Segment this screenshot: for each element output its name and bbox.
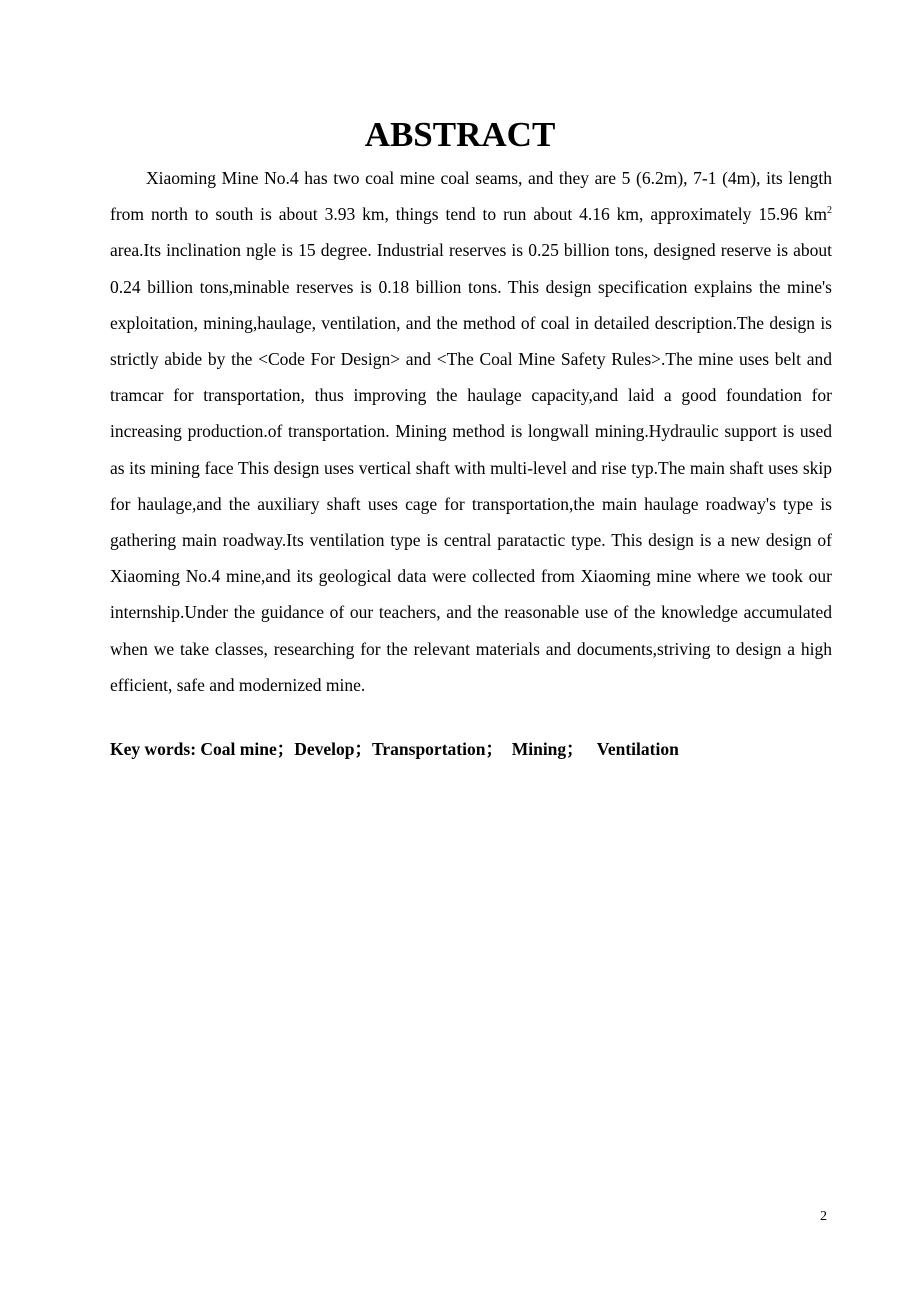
- keyword-item: Develop: [294, 739, 355, 759]
- keyword-separator: ；: [354, 739, 373, 759]
- keyword-item: Transportation: [372, 739, 486, 759]
- abstract-title: ABSTRACT: [364, 115, 556, 154]
- keyword-item: Coal mine: [200, 739, 277, 759]
- keyword-item: Mining: [511, 739, 567, 759]
- abstract-text-part-1: Xiaoming Mine No.4 has two coal mine coal seams, and they are 5 (6.2m), 7-1 (4m), its length from north to south is about 3.93 km, things tend to run about 4.16 km, approximately 15.96 km: [110, 168, 832, 225]
- keyword-item: Ventilation: [596, 739, 679, 759]
- keywords-label: Key words:: [110, 739, 201, 759]
- superscript-2: 2: [827, 205, 832, 217]
- keyword-separator: ；: [276, 739, 295, 759]
- page-number: 2: [820, 1209, 827, 1224]
- keywords-line: [110, 736, 679, 762]
- abstract-paragraph: [110, 160, 832, 703]
- keyword-separator: ；: [566, 739, 584, 759]
- keyword-separator: ；: [485, 739, 503, 759]
- abstract-text-part-2: area.Its inclination ngle is 15 degree. Industrial reserves is 0.25 billion tons, designed reserve is about 0.24 billion tons,minable reserves is 0.18 billion tons. This design specification explains the mine's exploitation, mining,haulage, ventilation, and the method of coal in detailed description.The design is strictly abide by the <Code For Design> and <The Coal Mine Safety Rules>.The mine uses belt and tramcar for transportation, thus improving the haulage capacity,and laid a good foundation for increasing production.of transportation. Mining method is longwall mining.Hydraulic support is used as its mining face This design uses vertical shaft with multi-level and rise typ.The main shaft uses skip for haulage,and the auxiliary shaft uses cage for transportation,the main haulage roadway's type is gathering main roadway.Its ventilation type is central paratactic type. This design is a new design of Xiaoming No.4 mine,and its geological data were collected from Xiaoming mine where we took our internship.Under the guidance of our teachers, and the reasonable use of the knowledge accumulated when we take classes, researching for the relevant materials and documents,striving to design a high efficient, safe and modernized mine.: [110, 240, 832, 695]
